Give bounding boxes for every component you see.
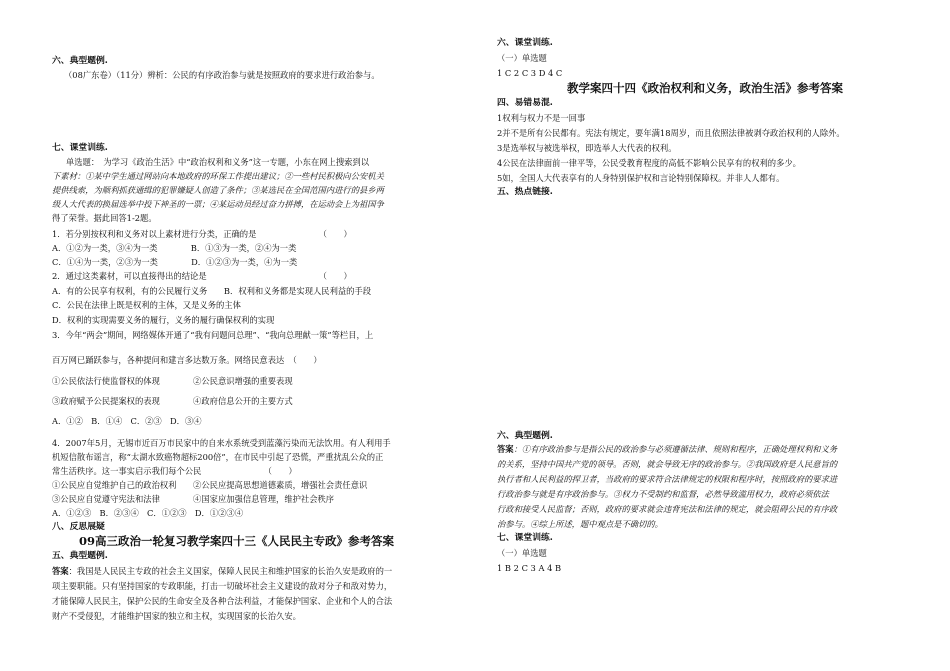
option-row: A．①②为一类，③④为一类 B．①③为一类，②④为一类	[52, 243, 297, 253]
subheading: （一）单选题	[497, 548, 547, 558]
answer-label: 答案	[52, 566, 69, 576]
list-item: 2并不是所有公民都有。宪法有规定，要年满18周岁，而且依照法律被剥夺政治权利的人除外。	[497, 128, 845, 138]
answer-line: 答案：我国是人民民主专政的社会主义国家，保障人民民主和维护国家的长治久安是政府的一	[52, 566, 393, 576]
option-row: C．①④为一类，②③为一类 D．①②③为一类，④为一类	[52, 257, 298, 267]
question-1: 1．若分别按权利和义务对以上素材进行分类，正确的是 （ ）	[52, 229, 352, 239]
list-item: 3是选举权与被选举权，即选举人大代表的权利。	[497, 143, 677, 153]
section-title: 七、课堂训练.	[52, 143, 108, 153]
answer-line: 的关系，坚持中国共产党的领导。否则，就会导致无序的政治参与。②我国政府是人民意旨的	[497, 459, 838, 469]
section-title: 六、典型题例.	[52, 56, 108, 66]
answer-key: 1 B 2 C 3 A 4 B	[497, 563, 562, 573]
question-4-cont: 机短信散布谣言，称“太湖水致癌物超标200倍”，在市民中引起了恐慌，严重扰乱公众的正	[52, 452, 384, 462]
paragraph-line: 单选题： 为学习《政治生活》中“政治权利和义务”这一专题，小东在网上搜索到以	[66, 157, 370, 167]
question-3-cont: 百万网已踊跃参与，各种提问和建言多达数万条。网络民意表达 （ ）	[52, 355, 322, 365]
option-row: ③政府赋予公民提案权的表现 ④政府信息公开的主要方式	[52, 396, 293, 406]
answer-title: 教学案四十四《政治权利和义务，政治生活》参考答案	[567, 81, 843, 95]
list-item: 4公民在法律面前一律平等，公民受教育程度的高低不影响公民享有的权利的多少。	[497, 158, 801, 168]
option-row: C．公民在法律上既是权利的主体，又是义务的主体	[52, 300, 241, 310]
paragraph-line: 下素材：①某中学生通过网站向本地政府的环保工作提出建议；②一些村民积极向公安机关	[52, 171, 384, 181]
answer-line: 项主要职能。只有坚持国家的专政职能，打击一切破坏社会主义建设的敌对分子和敌对势力，	[52, 581, 393, 591]
section-title: 五、典型题例.	[52, 551, 108, 561]
answer-line: 行政治参与就是有序政治参与。③权力不受制约和监督，必然导致滥用权力，政府必须依法	[497, 489, 829, 499]
option-row: ①公民应自觉维护自己的政治权利 ②公民应提高思想道德素质，增强社会责任意识	[52, 480, 368, 490]
paragraph-line: 提供线索，为顺利抓获通缉的犯罪嫌疑人创造了条件；③某选民在全国范围内进行的县乡两	[52, 185, 384, 195]
question-4: 4．2007年5月，无锡市近百万市民家中的自来水系统受到蓝藻污染而无法饮用。有人利用手	[52, 438, 391, 448]
option-row: A．有的公民享有权利，有的公民履行义务 B．权利和义务都是实现人民利益的手段	[52, 286, 372, 296]
option-row: ③公民应自觉遵守宪法和法律 ④国家应加强信息管理，维护社会秩序	[52, 494, 335, 504]
paragraph-line: 得了荣誉。据此回答1-2题。	[52, 213, 157, 223]
section-title: 四、易错易混.	[497, 98, 553, 108]
subheading: （一）单选题	[497, 53, 547, 63]
option-row: ①公民依法行使监督权的体现 ②公民意识增强的重要表现	[52, 376, 293, 386]
answer-line: 财产不受侵犯，才能维护国家的独立和主权，实现国家的长治久安。	[52, 611, 301, 621]
section-title: 六、课堂训练.	[497, 38, 553, 48]
section-title: 七、课堂训练.	[497, 533, 553, 543]
answer-options: A．①②③ B．②③④ C．①②③ D．①②③④	[52, 508, 244, 518]
list-item: 5如，全国人大代表享有的人身特别保护权和言论特别保障权。并非人人都有。	[497, 173, 785, 183]
section-title: 六、典型题例.	[497, 431, 553, 441]
answer-options: A．①② B．①④ C．②③ D．③④	[52, 416, 202, 426]
answer-key: 1 C 2 C 3 D 4 C	[497, 68, 563, 78]
list-item: 1权利与权力不是一回事	[497, 113, 586, 123]
question-text: （08广东卷）（11分）辨析：公民的有序政治参与就是按照政府的要求进行政治参与。	[64, 70, 380, 80]
question-3: 3．今年“两会”期间，网络媒体开通了“我有问题问总理”、“我向总理献一策”等栏目，上	[52, 330, 374, 340]
answer-label: 答案	[497, 444, 514, 454]
answer-title: 09高三政治一轮复习教学案四十三《人民民主专政》参考答案	[79, 534, 395, 548]
answer-line: 才能保障人民民主，保护公民的生命安全及各种合法利益，才能保护国家、企业和个人的合法	[52, 596, 393, 606]
question-2: 2．通过这类素材，可以直接得出的结论是 （ ）	[52, 271, 352, 281]
question-4-cont: 常生活秩序。这一事实启示我们每个公民 （ ）	[52, 466, 297, 476]
answer-line: 答案：①有序政治参与是指公民的政治参与必须遵循法律、规则和程序，正确处理权利和义务	[497, 444, 838, 454]
section-title: 五、热点链接.	[497, 187, 553, 197]
option-row: D．权利的实现需要义务的履行，义务的履行确保权利的实现	[52, 315, 275, 325]
answer-line: 治参与。④综上所述，题中观点是不确切的。	[497, 519, 663, 529]
answer-line: 行政和接受人民监督；否则，政府的要求就会违背宪法和法律的规定，就会阻碍公民的有序政	[497, 504, 838, 514]
answer-line: 执行者和人民利益的捍卫者，当政府的要求符合法律规定的权限和程序时，按照政府的要求进	[497, 474, 838, 484]
section-title: 八、反思展疑	[52, 522, 105, 532]
paragraph-line: 级人大代表的换届选举中投下神圣的一票；④某运动员经过奋力拼搏，在运动会上为祖国争	[52, 199, 384, 209]
